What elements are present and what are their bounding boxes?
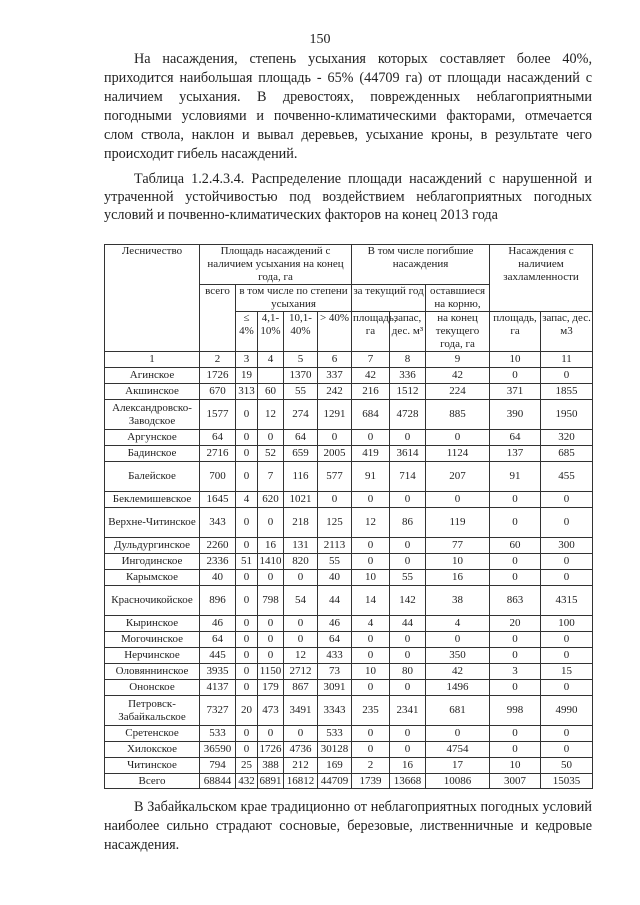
value-cell: 798: [258, 586, 284, 616]
header-dead-stands: В том числе погибшие насаждения: [352, 245, 490, 285]
value-cell: 0: [318, 430, 352, 446]
value-cell: 0: [258, 726, 284, 742]
value-cell: 533: [200, 726, 236, 742]
forestry-name-cell: Красночикойское: [105, 586, 200, 616]
value-cell: 0: [284, 570, 318, 586]
value-cell: 0: [352, 554, 390, 570]
forestry-name-cell: Карымское: [105, 570, 200, 586]
value-cell: 0: [284, 616, 318, 632]
value-cell: 131: [284, 538, 318, 554]
value-cell: 16812: [284, 774, 318, 789]
value-cell: 2005: [318, 446, 352, 462]
value-cell: 0: [258, 632, 284, 648]
column-number-cell: 8: [390, 352, 426, 368]
value-cell: 0: [490, 680, 541, 696]
value-cell: 3491: [284, 696, 318, 726]
value-cell: 445: [200, 648, 236, 664]
value-cell: 0: [490, 570, 541, 586]
value-cell: 4728: [390, 400, 426, 430]
header-current-year: за текущий год: [352, 285, 426, 312]
closing-paragraph: В Забайкальском крае традиционно от неблагоприятных погодных условий наиболее сильно страдают сосновые, березовые, лиственничные и кедровые насаждения.: [104, 799, 592, 853]
value-cell: 0: [236, 680, 258, 696]
value-cell: 55: [284, 384, 318, 400]
value-cell: 44709: [318, 774, 352, 789]
value-cell: 15035: [541, 774, 593, 789]
value-cell: 0: [541, 632, 593, 648]
value-cell: 4: [426, 616, 490, 632]
column-number-cell: 4: [258, 352, 284, 368]
forestry-name-cell: Читинское: [105, 758, 200, 774]
value-cell: 1496: [426, 680, 490, 696]
value-cell: 4754: [426, 742, 490, 758]
value-cell: 1726: [258, 742, 284, 758]
table-row: [105, 554, 593, 570]
header-clutter-area: площадь, га: [490, 312, 541, 352]
value-cell: 64: [284, 430, 318, 446]
value-cell: 212: [284, 758, 318, 774]
value-cell: 224: [426, 384, 490, 400]
value-cell: 577: [318, 462, 352, 492]
table-row: [105, 758, 593, 774]
value-cell: 0: [236, 400, 258, 430]
value-cell: 473: [258, 696, 284, 726]
value-cell: 0: [352, 726, 390, 742]
value-cell: 0: [426, 430, 490, 446]
column-number-cell: 7: [352, 352, 390, 368]
value-cell: 659: [284, 446, 318, 462]
value-cell: 179: [258, 680, 284, 696]
value-cell: 1150: [258, 664, 284, 680]
value-cell: 433: [318, 648, 352, 664]
value-cell: 388: [258, 758, 284, 774]
forestry-name-cell: Дульдургинское: [105, 538, 200, 554]
value-cell: 42: [426, 368, 490, 384]
value-cell: 10086: [426, 774, 490, 789]
value-cell: 0: [541, 554, 593, 570]
column-number-cell: 9: [426, 352, 490, 368]
value-cell: 4137: [200, 680, 236, 696]
value-cell: 1124: [426, 446, 490, 462]
value-cell: 0: [541, 492, 593, 508]
value-cell: 0: [490, 508, 541, 538]
value-cell: 0: [541, 648, 593, 664]
header-degree-3: 10,1-40%: [284, 312, 318, 352]
value-cell: 320: [541, 430, 593, 446]
value-cell: 0: [318, 492, 352, 508]
value-cell: 371: [490, 384, 541, 400]
column-number-cell: 2: [200, 352, 236, 368]
forestry-name-cell: Бадинское: [105, 446, 200, 462]
value-cell: 0: [541, 726, 593, 742]
value-cell: 0: [236, 648, 258, 664]
header-dry-area: Площадь насаждений с наличием усыхания на конец года, га: [200, 245, 352, 285]
value-cell: 6891: [259, 774, 282, 787]
forestry-name-cell: Беклемишевское: [105, 492, 200, 508]
value-cell: 91: [490, 462, 541, 492]
value-cell: 1512: [390, 384, 426, 400]
column-number-row: [105, 352, 593, 368]
value-cell: 218: [284, 508, 318, 538]
value-cell: 714: [390, 462, 426, 492]
value-cell: 313: [236, 384, 258, 400]
table-row: [105, 446, 593, 462]
value-cell: 3091: [318, 680, 352, 696]
table-caption: Таблица 1.2.4.3.4. Распределение площади насаждений с нарушенной и утраченной устойчивостью под воздействием неблагоприятных погодных условий и почвенно-климатических факторов на конец 2013 года: [104, 171, 592, 223]
value-cell: 0: [258, 616, 284, 632]
value-cell: 0: [490, 632, 541, 648]
column-number-cell: 1: [105, 352, 200, 368]
value-cell: 0: [352, 742, 390, 758]
value-cell: 419: [352, 446, 390, 462]
value-cell: 0: [236, 430, 258, 446]
table-row: [105, 632, 593, 648]
value-cell: 68844: [200, 774, 236, 789]
value-cell: 0: [352, 648, 390, 664]
column-number-cell: 6: [318, 352, 352, 368]
value-cell: 51: [236, 554, 258, 570]
value-cell: 0: [236, 462, 258, 492]
value-cell: 863: [490, 586, 541, 616]
value-cell: 15: [541, 664, 593, 680]
value-cell: 40: [200, 570, 236, 586]
table-row: [105, 664, 593, 680]
value-cell: 7327: [200, 696, 236, 726]
value-cell: 0: [352, 632, 390, 648]
value-cell: 55: [390, 570, 426, 586]
value-cell: 0: [236, 538, 258, 554]
total-row: [105, 774, 593, 789]
value-cell: 0: [236, 570, 258, 586]
forestry-name-cell: Верхне-Читинское: [105, 508, 200, 538]
value-cell: 0: [236, 586, 258, 616]
value-cell: 0: [258, 648, 284, 664]
value-cell: 42: [426, 664, 490, 680]
value-cell: 2716: [200, 446, 236, 462]
value-cell: 12: [258, 400, 284, 430]
value-cell: 1855: [541, 384, 593, 400]
value-cell: 3343: [318, 696, 352, 726]
value-cell: 137: [490, 446, 541, 462]
value-cell: 4315: [541, 586, 593, 616]
value-cell: 0: [258, 508, 284, 538]
value-cell: 20: [490, 616, 541, 632]
header-forestry: Лесничество: [105, 245, 200, 352]
value-cell: 50: [541, 758, 593, 774]
value-cell: 455: [541, 462, 593, 492]
value-cell: 4: [352, 616, 390, 632]
value-cell: 685: [541, 446, 593, 462]
table-row: [105, 680, 593, 696]
table-row: [105, 430, 593, 446]
value-cell: 0: [490, 648, 541, 664]
value-cell: 25: [236, 758, 258, 774]
value-cell: 17: [426, 758, 490, 774]
value-cell: 0: [390, 648, 426, 664]
table-row: [105, 368, 593, 384]
value-cell: 2336: [200, 554, 236, 570]
value-cell: 44: [390, 616, 426, 632]
value-cell: 0: [390, 430, 426, 446]
value-cell: 4990: [541, 696, 593, 726]
table-row: [105, 508, 593, 538]
value-cell: 0: [352, 538, 390, 554]
value-cell: 681: [426, 696, 490, 726]
value-cell: 2260: [200, 538, 236, 554]
table-row: [105, 492, 593, 508]
value-cell: 0: [284, 632, 318, 648]
value-cell: 867: [284, 680, 318, 696]
table-row: [105, 648, 593, 664]
value-cell: 1370: [284, 368, 318, 384]
value-cell: 73: [318, 664, 352, 680]
value-cell: 60: [490, 538, 541, 554]
value-cell: 16: [258, 538, 284, 554]
value-cell: 0: [236, 616, 258, 632]
value-cell: 16: [426, 570, 490, 586]
value-cell: 80: [390, 664, 426, 680]
value-cell: 100: [541, 616, 593, 632]
value-cell: 64: [318, 632, 352, 648]
column-number-cell: 10: [490, 352, 541, 368]
header-remaining-end: на конец текущего года, га: [426, 312, 490, 352]
value-cell: 670: [200, 384, 236, 400]
value-cell: 2: [352, 758, 390, 774]
value-cell: 0: [390, 742, 426, 758]
value-cell: 2712: [284, 664, 318, 680]
value-cell: 20: [236, 696, 258, 726]
value-cell: 0: [236, 632, 258, 648]
table-row: [105, 570, 593, 586]
value-cell: 0: [236, 446, 258, 462]
value-cell: 0: [490, 554, 541, 570]
value-cell: 55: [318, 554, 352, 570]
value-cell: 2113: [318, 538, 352, 554]
forestry-name-cell: Сретенское: [105, 726, 200, 742]
value-cell: 10: [352, 570, 390, 586]
value-cell: 3614: [390, 446, 426, 462]
value-cell: 0: [258, 430, 284, 446]
page-number: 150: [309, 32, 331, 47]
value-cell: 700: [200, 462, 236, 492]
value-cell: 533: [318, 726, 352, 742]
value-cell: 3935: [200, 664, 236, 680]
value-cell: 64: [200, 430, 236, 446]
value-cell: 0: [236, 664, 258, 680]
column-number-cell: 3: [236, 352, 258, 368]
value-cell: 0: [390, 726, 426, 742]
value-cell: 86: [390, 508, 426, 538]
value-cell: 42: [352, 368, 390, 384]
value-cell: 38: [426, 586, 490, 616]
distribution-table: [104, 244, 593, 789]
forestry-name-cell: Балейское: [105, 462, 200, 492]
value-cell: 14: [352, 586, 390, 616]
value-cell: 0: [490, 726, 541, 742]
forestry-name-cell: Аргунское: [105, 430, 200, 446]
value-cell: 169: [318, 758, 352, 774]
forestry-name-cell: Хилокское: [105, 742, 200, 758]
value-cell: 1410: [258, 554, 284, 570]
table-row: [105, 462, 593, 492]
value-cell: 64: [490, 430, 541, 446]
header-total: всего: [200, 285, 236, 352]
forestry-name-cell: Кыринское: [105, 616, 200, 632]
value-cell: 0: [490, 742, 541, 758]
value-cell: 0: [541, 742, 593, 758]
table-row: [105, 726, 593, 742]
value-cell: 0: [352, 680, 390, 696]
value-cell: 12: [284, 648, 318, 664]
header-by-degree: в том числе по степени усыхания: [236, 285, 352, 312]
value-cell: 432: [236, 774, 258, 789]
value-cell: 1291: [318, 400, 352, 430]
value-cell: 52: [258, 446, 284, 462]
value-cell: 0: [490, 368, 541, 384]
value-cell: 10: [426, 554, 490, 570]
header-degree-2: 4,1-10%: [258, 312, 284, 352]
value-cell: 0: [258, 570, 284, 586]
value-cell: 12: [352, 508, 390, 538]
value-cell: 0: [490, 492, 541, 508]
value-cell: 119: [426, 508, 490, 538]
value-cell: 13668: [390, 774, 426, 789]
value-cell: 16: [390, 758, 426, 774]
value-cell: 2341: [390, 696, 426, 726]
value-cell: 10: [352, 664, 390, 680]
value-cell: 300: [541, 538, 593, 554]
value-cell: 46: [318, 616, 352, 632]
column-number-cell: 5: [284, 352, 318, 368]
forestry-name-cell: Александровско-Заводское: [105, 400, 200, 430]
forestry-name-cell: Всего: [105, 774, 200, 789]
forestry-name-cell: Могочинское: [105, 632, 200, 648]
value-cell: 60: [258, 384, 284, 400]
value-cell: 10: [490, 758, 541, 774]
header-clutter: Насаждения с наличием захламленности: [490, 245, 593, 312]
table-row: [105, 586, 593, 616]
value-cell: 77: [426, 538, 490, 554]
forestry-name-cell: Ингодинское: [105, 554, 200, 570]
value-cell: 1726: [200, 368, 236, 384]
value-cell: 0: [284, 726, 318, 742]
value-cell: 0: [390, 554, 426, 570]
value-cell: 885: [426, 400, 490, 430]
value-cell: 3007: [490, 774, 541, 789]
value-cell: 274: [284, 400, 318, 430]
value-cell: 36590: [200, 742, 236, 758]
forestry-name-cell: Агинское: [105, 368, 200, 384]
value-cell: 207: [426, 462, 490, 492]
value-cell: 3: [490, 664, 541, 680]
table-row: [105, 616, 593, 632]
value-cell: 820: [284, 554, 318, 570]
value-cell: 0: [390, 632, 426, 648]
value-cell: 4736: [284, 742, 318, 758]
value-cell: 1021: [284, 492, 318, 508]
value-cell: 40: [318, 570, 352, 586]
value-cell: 390: [490, 400, 541, 430]
value-cell: 46: [200, 616, 236, 632]
value-cell: 0: [236, 508, 258, 538]
value-cell: 0: [352, 430, 390, 446]
table-row: [105, 538, 593, 554]
value-cell: 794: [200, 758, 236, 774]
table-row: [105, 696, 593, 726]
forestry-name-cell: Нерчинское: [105, 648, 200, 664]
value-cell: 116: [284, 462, 318, 492]
value-cell: 620: [258, 492, 284, 508]
value-cell: 337: [318, 368, 352, 384]
header-remaining: оставшиеся на корню,: [426, 285, 490, 312]
value-cell: 1645: [200, 492, 236, 508]
value-cell: 0: [541, 570, 593, 586]
intro-paragraph: На насаждения, степень усыхания которых составляет более 40%, приходится наибольшая площадь - 65% (44709 га) от площади насаждений с наличием усыхания. В древостоях, поврежденных неблагоприятными погодными условиями и почвенно-климатическими факторами, отмечается слом ствола, наклон и вывал деревьев, усыхание кроны, в результате чего происходит гибель насаждений.: [104, 51, 592, 162]
value-cell: 998: [490, 696, 541, 726]
value-cell: 44: [318, 586, 352, 616]
table-row: [105, 400, 593, 430]
header-clutter-stock: запас, дес. м3: [541, 312, 593, 352]
forestry-name-cell: Акшинское: [105, 384, 200, 400]
value-cell: 896: [200, 586, 236, 616]
value-cell: 64: [200, 632, 236, 648]
value-cell: 0: [541, 368, 593, 384]
header-degree-4: > 40%: [318, 312, 352, 352]
value-cell: 0: [426, 492, 490, 508]
header-dead-stock: запас, дес. м³: [390, 312, 426, 352]
value-cell: 19: [236, 368, 258, 384]
value-cell: 0: [426, 726, 490, 742]
value-cell: 350: [426, 648, 490, 664]
value-cell: 343: [200, 508, 236, 538]
value-cell: 0: [236, 742, 258, 758]
value-cell: 0: [390, 492, 426, 508]
value-cell: 235: [352, 696, 390, 726]
value-cell: 54: [284, 586, 318, 616]
value-cell: 0: [352, 492, 390, 508]
value-cell: 91: [352, 462, 390, 492]
value-cell: 125: [318, 508, 352, 538]
value-cell: 336: [390, 368, 426, 384]
header-degree-1: ≤ 4%: [236, 312, 258, 352]
value-cell: 0: [541, 508, 593, 538]
table-row: [105, 742, 593, 758]
value-cell: 0: [426, 632, 490, 648]
header-dead-area: площадь, га: [352, 312, 390, 352]
value-cell: 684: [352, 400, 390, 430]
forestry-name-cell: Оловяннинское: [105, 664, 200, 680]
value-cell: 242: [318, 384, 352, 400]
value-cell: 0: [541, 680, 593, 696]
value-cell: 4: [236, 492, 258, 508]
value-cell: 30128: [318, 742, 352, 758]
value-cell: 142: [390, 586, 426, 616]
forestry-name-cell: Ононское: [105, 680, 200, 696]
value-cell: 1950: [541, 400, 593, 430]
value-cell: 0: [236, 726, 258, 742]
value-cell: 0: [390, 538, 426, 554]
table-row: [105, 384, 593, 400]
value-cell: 1739: [352, 774, 390, 789]
value-cell: [258, 368, 284, 384]
value-cell: 0: [390, 680, 426, 696]
forestry-name-cell: Петровск-Забайкальское: [105, 696, 200, 726]
column-number-cell: 11: [541, 352, 593, 368]
value-cell: 1577: [200, 400, 236, 430]
value-cell: 7: [258, 462, 284, 492]
value-cell: 216: [352, 384, 390, 400]
